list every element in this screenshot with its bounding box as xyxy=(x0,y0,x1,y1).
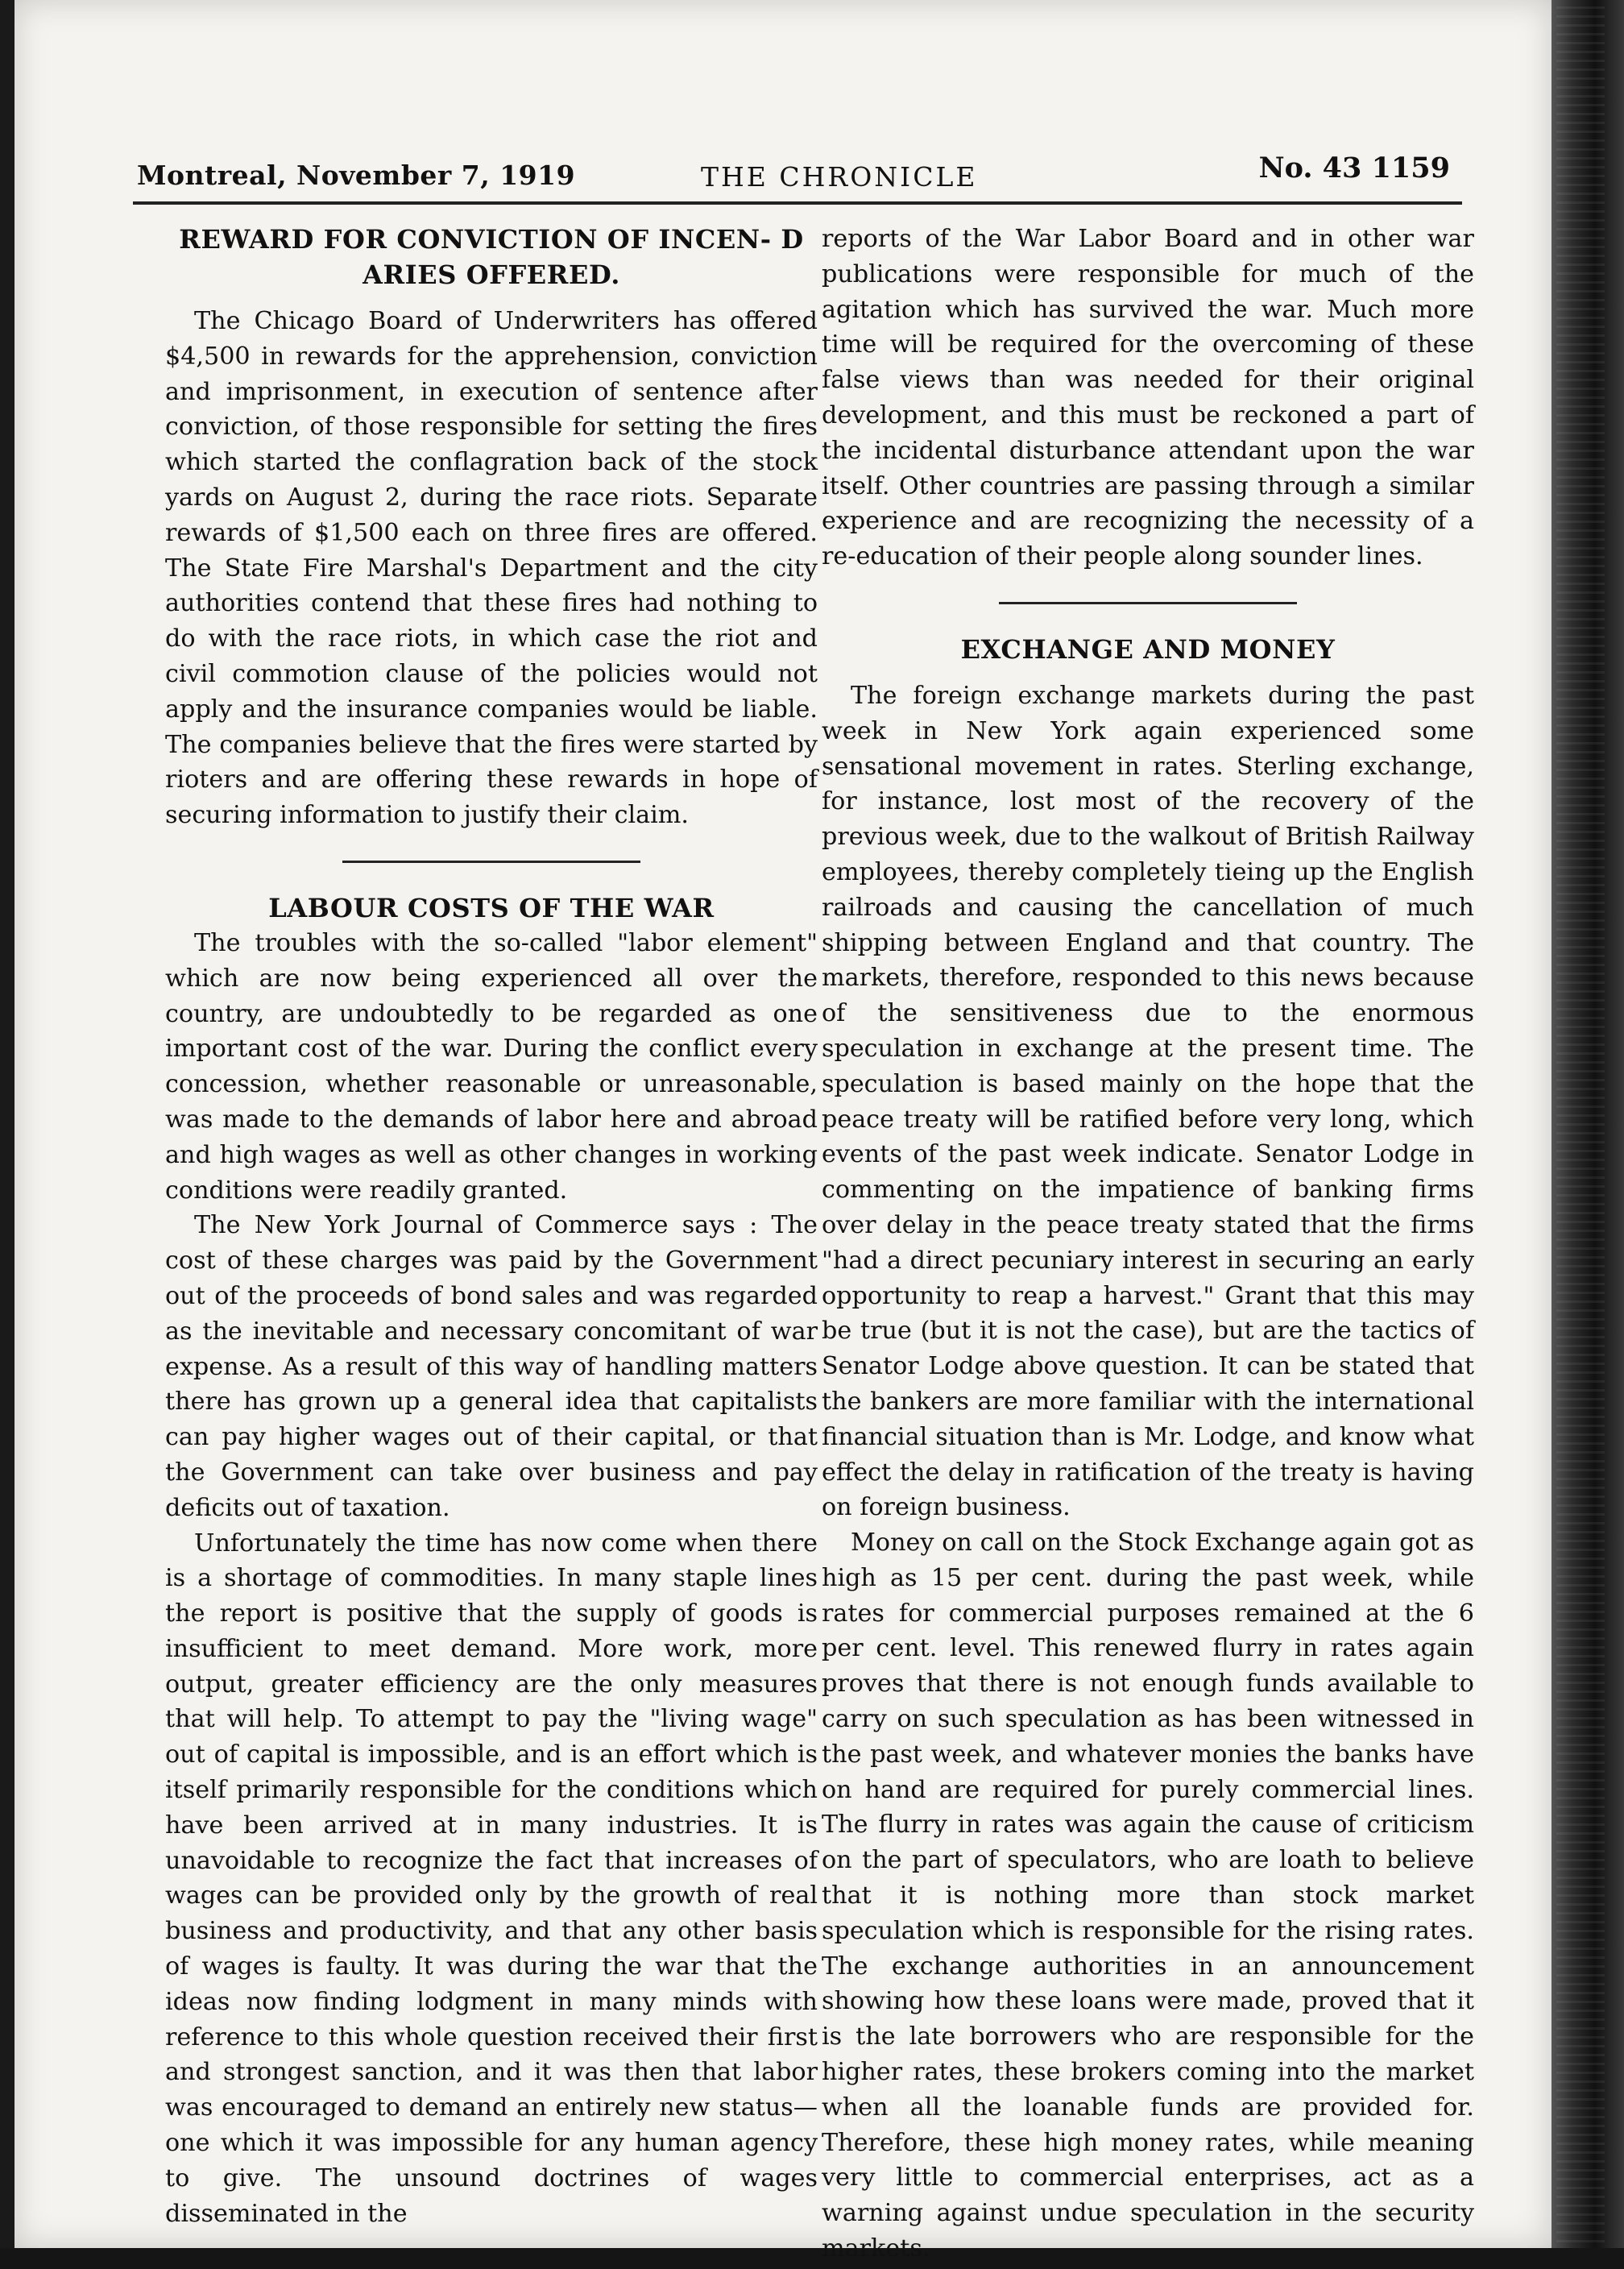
column-left xyxy=(165,222,818,2231)
article-reward-paragraph: The Chicago Board of Underwriters has offered $4,500 in rewards for the apprehension, conviction and imprisonment, in execution of sentence after conviction, of those responsible for setting the fires which started the conflagration back of the stock yards on August 2, during the race riots. Separate rewards of $1,500 each on three fires are offered. The State Fire Marshal's Department and the city authorities contend that these fires had nothing to do with the race riots, in which case the riot and civil commotion clause of the policies would not apply and the insurance companies would be liable. The companies believe that the fires were started by rioters and are offering these rewards in hope of securing information to justify their claim. xyxy=(165,307,818,830)
column-right xyxy=(822,222,1474,2267)
headline-reward: REWARD FOR CONVICTION OF INCEN- D ARIES OFFERED. xyxy=(179,224,804,290)
article-exchange-paragraph: Money on call on the Stock Exchange again got as high as 15 per cent. during the past week, while rates for commercial purposes remained at the 6 per cent. level. This renewed flurry in rates again proves that there is not enough funds available to carry on such speculation as has been witnessed in the past week, and whatever monies the banks have on hand are required for purely commercial lines. The flurry in rates was again the cause of criticism on the part of speculators, who are loath to believe that it is nothing more than stock market speculation which is responsible for the rising rates. The exchange authorities in an announcement showing how these loans were made, proved that it is the late borrowers who are responsible for the higher rates, these brokers coming into the market when all the loanable funds are provided for. Therefore, these high money rates, while meaning very little to commercial enterprises, act as a warning against undue speculation in the security markets. xyxy=(822,1529,1474,2263)
article-labour-paragraph: The troubles with the so-called "labor element" which are now being experienced all over the country, are undoubtedly to be regarded as one important cost of the war. During the conflict every concession, whether reasonable or unreasonable, was made to the demands of labor here and abroad and high wages as well as other changes in working conditions were readily granted. xyxy=(165,928,818,1205)
article-exchange-paragraph: The foreign exchange markets during the past week in New York again experienced some sensational movement in rates. Sterling exchange, for instance, lost most of the recovery of the previous week, due to the walkout of British Railway employees, thereby completely tieing up the English railroads and causing the cancellation of much shipping between England and that country. The markets, therefore, responded to this news because of the sensitiveness due to the enormous speculation in exchange at the present time. The speculation is based mainly on the hope that the peace treaty will be ratified before very long, which events of the past week indicate. Senator Lodge in commenting on the impatience of banking firms over delay in the peace treaty stated that the firms "had a direct pecuniary interest in securing an early opportunity to reap a harvest." Grant that this may be true (but it is not the case), but are the tactics of Senator Lodge above question. It can be stated that the bankers are more familiar with the international financial situation than is Mr. Lodge, and know what effect the delay in ratification of the treaty is having on foreign business. xyxy=(822,681,1474,1522)
article-labour-paragraph: Unfortunately the time has now come when there is a shortage of commodities. In many staple lines the report is positive that the supply of goods is insufficient to meet demand. More work, more output, greater efficiency are the only measures that will help. To attempt to pay the "living wage" out of capital is impossible, and is an effort which is itself primarily responsible for the conditions which have been arrived at in many industries. It is unavoidable to recognize the fact that increases of wages can be provided only by the growth of real business and productivity, and that any other basis of wages is faulty. It was during the war that the ideas now finding lodgment in many minds with reference to this whole question received their first and strongest sanction, and it was then that labor was encouraged to demand an entirely new status—one which it was impossible for any human agency to give. The unsound doctrines of wages disseminated in the xyxy=(165,1529,818,2228)
article-divider xyxy=(342,861,640,863)
article-labour-continuation: reports of the War Labor Board and in other war publications were responsible for much of the agitation which has survived the war. Much more time will be required for the overcoming of these false views than was needed for their original development, and this must be reckoned a part of the incidental disturbance attendant upon the war itself. Other countries are passing through a similar experience and are recognizing the necessity of a re-education of their people along sounder lines. xyxy=(822,225,1474,571)
article-labour-paragraph: The New York Journal of Commerce says : The cost of these charges was paid by the Government out of the proceeds of bond sales and was regarded as the inevitable and necessary concomitant of war expense. As a result of this way of handling matters there has grown up a general idea that capitalists can pay higher wages out of their capital, or that the Government can take over business and pay deficits out of taxation. xyxy=(165,1211,818,1522)
page-header xyxy=(121,145,1458,193)
header-rule xyxy=(133,201,1462,205)
header-issue-page-number: No. 43 1159 xyxy=(1258,151,1450,185)
header-publication-title: THE CHRONICLE xyxy=(701,161,978,193)
header-dateline: Montreal, November 7, 1919 xyxy=(137,160,576,191)
headline-exchange: EXCHANGE AND MONEY xyxy=(960,633,1336,665)
headline-labour: LABOUR COSTS OF THE WAR xyxy=(268,892,715,923)
binding-texture xyxy=(1556,0,1605,2269)
article-divider xyxy=(999,602,1297,604)
